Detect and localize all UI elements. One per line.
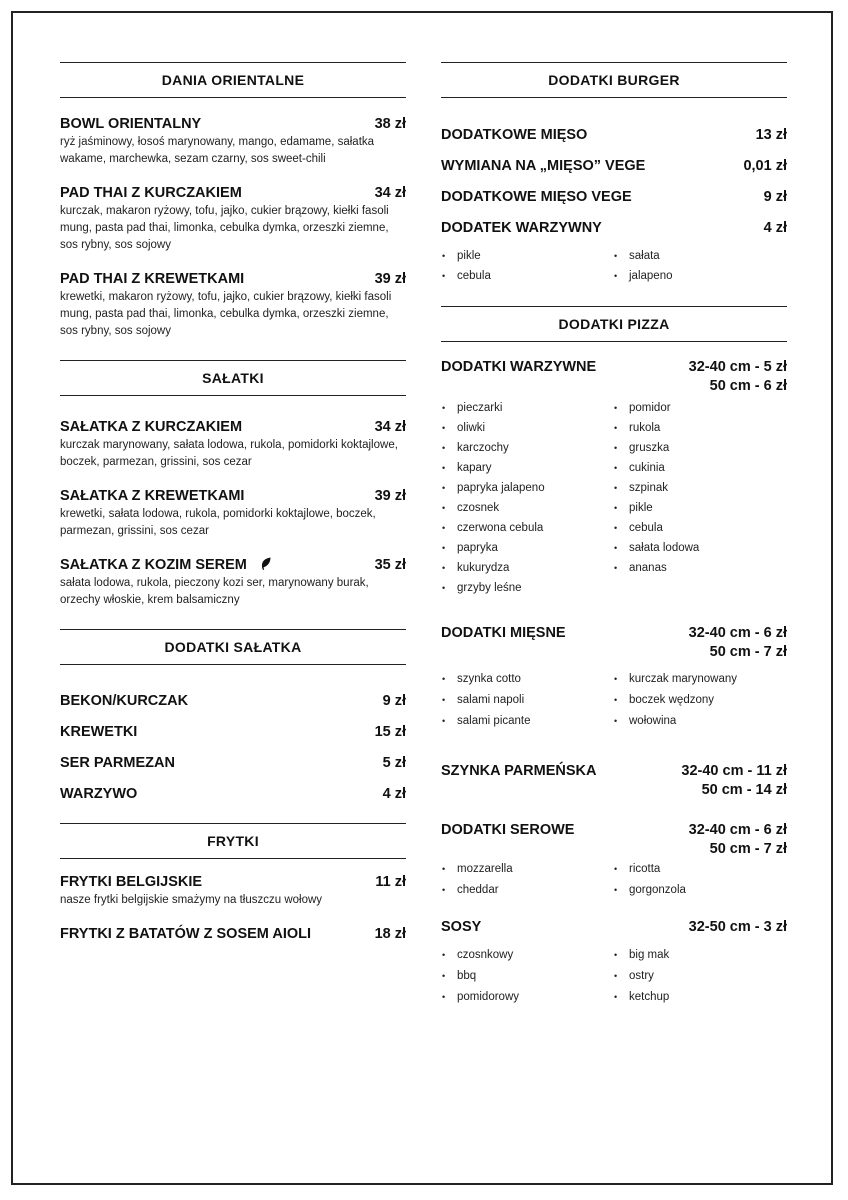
- item-name: SAŁATKA Z KOZIM SEREM: [60, 557, 247, 573]
- item-name: WYMIANA NA „MIĘSO” VEGE: [441, 158, 646, 174]
- list-item: • mozzarella: [441, 859, 613, 880]
- item-price: 4 zł: [382, 786, 406, 802]
- list-item: • big mak: [613, 945, 785, 966]
- list-item: • pikle: [613, 498, 785, 518]
- list-item: • szynka cotto: [441, 669, 613, 690]
- ingredient-column: [441, 246, 613, 286]
- menu-item: [60, 925, 406, 943]
- list-item: • cheddar: [441, 880, 613, 901]
- list-item: • rukola: [613, 418, 785, 438]
- price-stack: [689, 358, 787, 396]
- item-price: 39 zł: [374, 271, 406, 287]
- list-item: • sałata: [613, 246, 785, 266]
- ingredient-list: [441, 398, 787, 598]
- pizza-sauces: [441, 918, 787, 1008]
- item-price: 50 cm - 7 zł: [709, 841, 787, 857]
- menu-item: [60, 115, 406, 168]
- menu-item: [60, 785, 406, 803]
- section-title: DODATKI PIZZA: [441, 306, 787, 342]
- section-title: DANIA ORIENTALNE: [60, 62, 406, 98]
- list-item: • kurczak marynowany: [613, 669, 785, 690]
- item-name: DODATKI SEROWE: [441, 822, 575, 838]
- list-item: • pomidorowy: [441, 987, 613, 1008]
- item-price: 11 zł: [375, 874, 406, 890]
- list-item: • wołowina: [613, 711, 785, 732]
- item-price: 34 zł: [374, 419, 406, 435]
- ingredient-list: [441, 945, 787, 1008]
- item-name: PAD THAI Z KURCZAKIEM: [60, 185, 242, 201]
- list-item: • cebula: [613, 518, 785, 538]
- ingredient-column: [441, 945, 613, 1008]
- item-price: 32-40 cm - 11 zł: [681, 763, 787, 779]
- list-item: • gorgonzola: [613, 880, 785, 901]
- ingredient-column: [613, 945, 785, 1008]
- item-description: kurczak marynowany, sałata lodowa, rukola, pomidorki koktajlowe, boczek, parmezan, grissini, sos cezar: [60, 439, 398, 468]
- menu-item: [60, 184, 406, 254]
- list-item: • papryka: [441, 538, 613, 558]
- item-description: nasze frytki belgijskie smażymy na tłuszczu wołowy: [60, 894, 323, 906]
- item-price: 15 zł: [374, 724, 406, 740]
- item-name: WARZYWO: [60, 786, 138, 802]
- menu-item: [60, 723, 406, 741]
- right-column: [441, 62, 787, 1008]
- price-stack: [689, 821, 787, 859]
- item-price: 35 zł: [374, 557, 406, 573]
- list-item: • ananas: [613, 558, 785, 578]
- item-price: 50 cm - 7 zł: [709, 644, 787, 660]
- list-item: • papryka jalapeno: [441, 478, 613, 498]
- item-name-wrap: [60, 556, 272, 574]
- section-title: DODATKI BURGER: [441, 62, 787, 98]
- section-fries: [60, 823, 406, 943]
- item-name: FRYTKI Z BATATÓW Z SOSEM AIOLI: [60, 926, 312, 942]
- item-name: DODATKOWE MIĘSO VEGE: [441, 189, 632, 205]
- item-price: 9 zł: [382, 693, 406, 709]
- menu-item: [441, 188, 787, 206]
- ingredient-column: [441, 669, 613, 732]
- menu-item: [441, 126, 787, 144]
- list-item: • ostry: [613, 966, 785, 987]
- list-item: • ricotta: [613, 859, 785, 880]
- item-description: ryż jaśminowy, łosoś marynowany, mango, edamame, sałatka wakame, marchewka, sezam czarny, sos sweet-chili: [60, 136, 375, 165]
- ingredient-column: [441, 398, 613, 598]
- item-description: krewetki, sałata lodowa, rukola, pomidorki koktajlowe, boczek, parmezan, grissini, sos cezar: [60, 508, 376, 537]
- item-price: 39 zł: [374, 488, 406, 504]
- list-item: • ketchup: [613, 987, 785, 1008]
- item-name: SER PARMEZAN: [60, 755, 175, 771]
- item-price: 13 zł: [755, 127, 787, 143]
- pizza-veg-extras: [441, 358, 787, 598]
- ingredient-column: [613, 398, 785, 598]
- pizza-parma-ham: [441, 762, 787, 800]
- item-name: SOSY: [441, 919, 482, 935]
- section-salads: [60, 360, 406, 609]
- section-salad-extras: [60, 629, 406, 803]
- item-description: krewetki, makaron ryżowy, tofu, jajko, cukier brązowy, kiełki fasoli mung, pasta pad thai, limonka, cebulka dymka, orzeszki ziemne, sos rybny, sos sojowy: [60, 291, 392, 337]
- list-item: • cebula: [441, 266, 613, 286]
- item-name: FRYTKI BELGIJSKIE: [60, 874, 203, 890]
- ingredient-list: [441, 859, 787, 901]
- list-item: • grzyby leśne: [441, 578, 613, 598]
- list-item: • czosnek: [441, 498, 613, 518]
- menu-item: [441, 157, 787, 175]
- item-price: 32-40 cm - 6 zł: [688, 625, 787, 641]
- item-name: KREWETKI: [60, 724, 138, 740]
- menu-item: [60, 754, 406, 772]
- menu-item: [441, 219, 787, 237]
- item-name: DODATEK WARZYWNY: [441, 220, 602, 236]
- item-name: DODATKI MIĘSNE: [441, 625, 566, 641]
- list-item: • jalapeno: [613, 266, 785, 286]
- list-item: • karczochy: [441, 438, 613, 458]
- item-name: BOWL ORIENTALNY: [60, 116, 202, 132]
- ingredient-column: [613, 669, 785, 732]
- ingredient-list: [441, 246, 787, 286]
- item-price: 5 zł: [382, 755, 406, 771]
- item-price: 18 zł: [374, 926, 406, 942]
- ingredient-list: [441, 669, 787, 732]
- list-item: • gruszka: [613, 438, 785, 458]
- menu-item: [60, 556, 406, 609]
- section-pizza-extras: [441, 306, 787, 1008]
- price-stack: [689, 624, 787, 662]
- list-item: • sałata lodowa: [613, 538, 785, 558]
- list-item: • pomidor: [613, 398, 785, 418]
- item-description: kurczak, makaron ryżowy, tofu, jajko, cukier brązowy, kiełki fasoli mung, pasta pad thai, limonka, cebulka dymka, orzeszki ziemne, sos rybny, sos sojowy: [60, 205, 389, 251]
- item-price: 38 zł: [374, 116, 406, 132]
- list-item: • kapary: [441, 458, 613, 478]
- item-description: sałata lodowa, rukola, pieczony kozi ser, marynowany burak, orzechy włoskie, krem balsamiczny: [60, 577, 369, 606]
- item-name: BEKON/KURCZAK: [60, 693, 189, 709]
- item-price: 50 cm - 6 zł: [709, 378, 787, 394]
- list-item: • salami picante: [441, 711, 613, 732]
- pizza-meat-extras: [441, 624, 787, 732]
- list-item: • pieczarki: [441, 398, 613, 418]
- list-item: • kukurydza: [441, 558, 613, 578]
- item-name: DODATKI WARZYWNE: [441, 359, 597, 375]
- price-stack: [689, 918, 787, 937]
- section-title: DODATKI SAŁATKA: [60, 629, 406, 665]
- section-oriental: [60, 62, 406, 340]
- list-item: • oliwki: [441, 418, 613, 438]
- item-price: 32-40 cm - 6 zł: [688, 822, 787, 838]
- section-burger-extras: [441, 62, 787, 286]
- ingredient-column: [613, 246, 785, 286]
- list-item: • szpinak: [613, 478, 785, 498]
- ingredient-column: [613, 859, 785, 901]
- pizza-cheese-extras: [441, 821, 787, 901]
- section-title: FRYTKI: [60, 823, 406, 859]
- item-price: 4 zł: [763, 220, 787, 236]
- list-item: • czerwona cebula: [441, 518, 613, 538]
- item-price: 32-40 cm - 5 zł: [688, 359, 787, 375]
- item-price: 9 zł: [763, 189, 787, 205]
- menu-item: [60, 692, 406, 710]
- menu-item: [60, 270, 406, 340]
- item-name: DODATKOWE MIĘSO: [441, 127, 588, 143]
- menu-item: [60, 487, 406, 540]
- item-price: 50 cm - 14 zł: [701, 782, 787, 798]
- list-item: • boczek wędzony: [613, 690, 785, 711]
- item-name: SAŁATKA Z KREWETKAMI: [60, 488, 245, 504]
- leaf-icon: [261, 557, 272, 571]
- list-item: • cukinia: [613, 458, 785, 478]
- item-price: 34 zł: [374, 185, 406, 201]
- menu-item: [60, 873, 406, 909]
- item-price: 0,01 zł: [743, 158, 787, 174]
- menu-item: [60, 418, 406, 471]
- section-title: SAŁATKI: [60, 360, 406, 396]
- list-item: • czosnkowy: [441, 945, 613, 966]
- left-column: [60, 62, 406, 943]
- list-item: • salami napoli: [441, 690, 613, 711]
- list-item: • pikle: [441, 246, 613, 266]
- item-name: SAŁATKA Z KURCZAKIEM: [60, 419, 243, 435]
- list-item: • bbq: [441, 966, 613, 987]
- item-name: SZYNKA PARMEŃSKA: [441, 763, 597, 779]
- item-price: 32-50 cm - 3 zł: [688, 919, 787, 935]
- price-stack: [681, 762, 787, 800]
- item-name: PAD THAI Z KREWETKAMI: [60, 271, 245, 287]
- ingredient-column: [441, 859, 613, 901]
